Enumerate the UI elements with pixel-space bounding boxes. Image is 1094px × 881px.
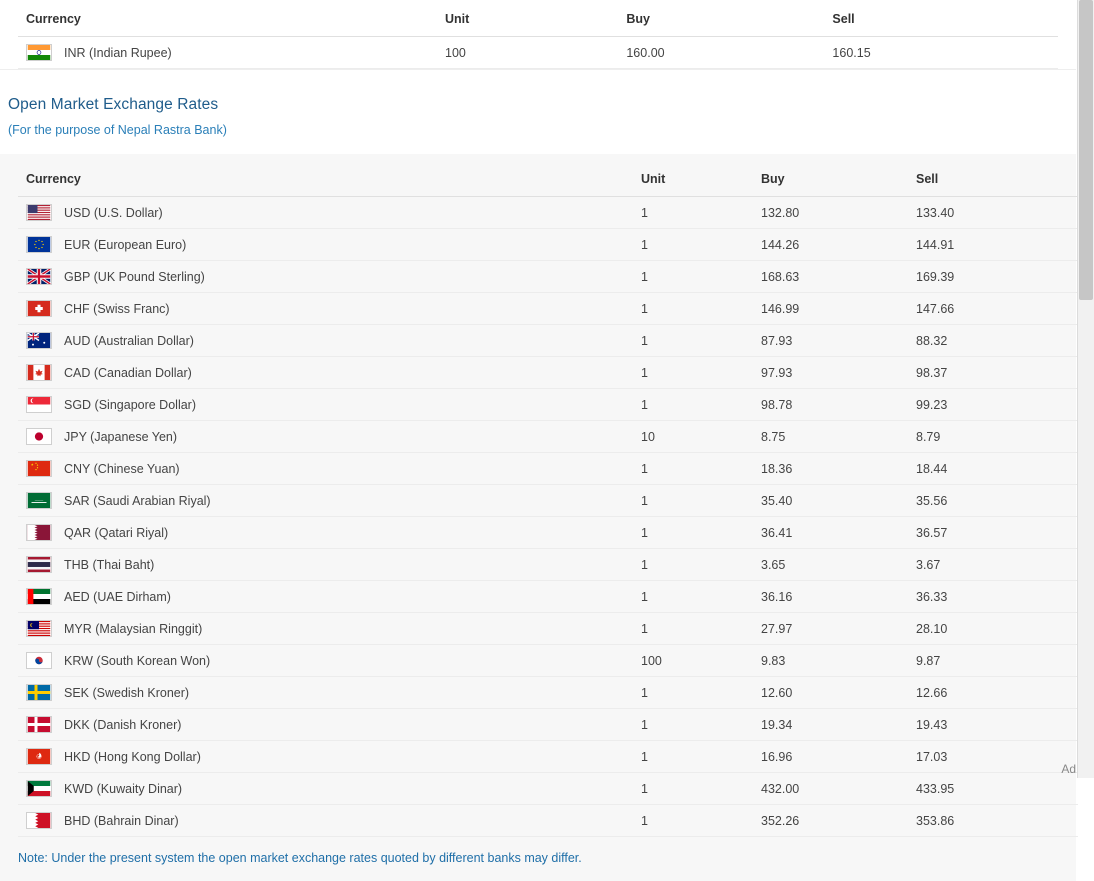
cell-currency — [18, 485, 633, 517]
cell-unit: 1 — [633, 261, 753, 293]
flag-icon-ca — [26, 364, 52, 381]
flag-icon-us — [26, 204, 52, 221]
table-row — [18, 197, 1078, 229]
cell-sell: 18.44 — [908, 453, 1078, 485]
table-row — [18, 325, 1078, 357]
cell-unit: 1 — [633, 549, 753, 581]
column-header-sell: Sell — [824, 6, 1058, 37]
currency-label: QAR (Qatari Riyal) — [64, 525, 169, 540]
vertical-scrollbar[interactable] — [1077, 0, 1094, 778]
cell-sell: 169.39 — [908, 261, 1078, 293]
table-row — [18, 549, 1078, 581]
cell-buy: 97.93 — [753, 357, 908, 389]
cell-currency — [18, 741, 633, 773]
cell-unit: 100 — [633, 645, 753, 677]
table-row — [18, 389, 1078, 421]
cell-unit: 1 — [633, 485, 753, 517]
table-header-row — [18, 166, 1078, 197]
table-row — [18, 293, 1078, 325]
currency-label: AUD (Australian Dollar) — [64, 333, 194, 348]
flag-icon-qa — [26, 524, 52, 541]
cell-sell: 17.03 — [908, 741, 1078, 773]
footnote: Note: Under the present system the open market exchange rates quoted by different banks may differ. — [18, 851, 582, 865]
table-row — [18, 37, 1058, 69]
cell-sell: 35.56 — [908, 485, 1078, 517]
table-header-row — [18, 6, 1058, 37]
cell-currency — [18, 613, 633, 645]
cell-buy: 132.80 — [753, 197, 908, 229]
cell-sell: 433.95 — [908, 773, 1078, 805]
flag-icon-gb — [26, 268, 52, 285]
cell-currency — [18, 325, 633, 357]
cell-unit: 1 — [633, 741, 753, 773]
cell-currency — [18, 581, 633, 613]
cell-sell: 160.15 — [824, 37, 1058, 69]
table-row — [18, 581, 1078, 613]
flag-icon-th — [26, 556, 52, 573]
cell-sell: 133.40 — [908, 197, 1078, 229]
cell-unit: 1 — [633, 325, 753, 357]
cell-buy: 36.41 — [753, 517, 908, 549]
cell-currency — [18, 773, 633, 805]
currency-label: JPY (Japanese Yen) — [64, 429, 178, 444]
currency-label: EUR (European Euro) — [64, 237, 187, 252]
table-row — [18, 517, 1078, 549]
cell-buy: 352.26 — [753, 805, 908, 837]
column-header-buy: Buy — [618, 6, 824, 37]
cell-unit: 1 — [633, 709, 753, 741]
flag-icon-dk — [26, 716, 52, 733]
currency-label: CAD (Canadian Dollar) — [64, 365, 192, 380]
currency-label: HKD (Hong Kong Dollar) — [64, 749, 201, 764]
cell-sell: 19.43 — [908, 709, 1078, 741]
cell-currency — [18, 229, 633, 261]
currency-label: MYR (Malaysian Ringgit) — [64, 621, 203, 636]
table-row — [18, 485, 1078, 517]
cell-buy: 3.65 — [753, 549, 908, 581]
flag-icon-sa — [26, 492, 52, 509]
currency-label: CHF (Swiss Franc) — [64, 301, 170, 316]
cell-buy: 35.40 — [753, 485, 908, 517]
flag-icon-ch — [26, 300, 52, 317]
cell-unit: 10 — [633, 421, 753, 453]
column-header-buy: Buy — [753, 166, 908, 197]
cell-buy: 168.63 — [753, 261, 908, 293]
flag-icon-hk — [26, 748, 52, 765]
cell-sell: 88.32 — [908, 325, 1078, 357]
currency-label: DKK (Danish Kroner) — [64, 717, 182, 732]
open-market-table — [18, 166, 1078, 837]
cell-currency — [18, 261, 633, 293]
cell-buy: 160.00 — [618, 37, 824, 69]
cell-currency — [18, 421, 633, 453]
cell-currency — [18, 517, 633, 549]
cell-buy: 12.60 — [753, 677, 908, 709]
cell-buy: 16.96 — [753, 741, 908, 773]
cell-unit: 1 — [633, 453, 753, 485]
cell-sell: 12.66 — [908, 677, 1078, 709]
flag-icon-kr — [26, 652, 52, 669]
scrollbar-thumb[interactable] — [1079, 0, 1093, 300]
cell-sell: 28.10 — [908, 613, 1078, 645]
column-header-unit: Unit — [633, 166, 753, 197]
indian-rupee-table — [18, 6, 1058, 69]
currency-label: AED (UAE Dirham) — [64, 589, 171, 604]
open-market-table-wrapper — [0, 166, 1076, 837]
cell-sell: 99.23 — [908, 389, 1078, 421]
cell-unit: 1 — [633, 389, 753, 421]
cell-sell: 353.86 — [908, 805, 1078, 837]
flag-icon-ae — [26, 588, 52, 605]
indian-rupee-table-wrapper — [0, 0, 1076, 69]
currency-label: BHD (Bahrain Dinar) — [64, 813, 179, 828]
flag-icon-cn — [26, 460, 52, 477]
cell-currency — [18, 197, 633, 229]
cell-unit: 1 — [633, 197, 753, 229]
table-row — [18, 261, 1078, 293]
cell-buy: 98.78 — [753, 389, 908, 421]
ad-label: Ad — [1061, 762, 1076, 776]
cell-currency — [18, 709, 633, 741]
currency-label: KRW (South Korean Won) — [64, 653, 211, 668]
currency-label: CNY (Chinese Yuan) — [64, 461, 180, 476]
currency-label: INR (Indian Rupee) — [64, 45, 172, 60]
flag-icon-bh — [26, 812, 52, 829]
page-subtitle: (For the purpose of Nepal Rastra Bank) — [8, 123, 227, 137]
flag-icon-sg — [26, 396, 52, 413]
indian-rupee-table-body — [18, 37, 1058, 69]
cell-unit: 1 — [633, 229, 753, 261]
currency-label: GBP (UK Pound Sterling) — [64, 269, 205, 284]
cell-buy: 9.83 — [753, 645, 908, 677]
currency-label: KWD (Kuwaity Dinar) — [64, 781, 183, 796]
cell-buy: 18.36 — [753, 453, 908, 485]
cell-buy: 87.93 — [753, 325, 908, 357]
cell-currency — [18, 549, 633, 581]
column-header-unit: Unit — [437, 6, 618, 37]
flag-icon-kw — [26, 780, 52, 797]
flag-icon-au — [26, 332, 52, 349]
cell-unit: 1 — [633, 773, 753, 805]
cell-unit: 100 — [437, 37, 618, 69]
section-divider — [0, 69, 1076, 82]
column-header-sell: Sell — [908, 166, 1078, 197]
open-market-panel — [0, 154, 1076, 881]
table-row — [18, 229, 1078, 261]
page-title: Open Market Exchange Rates — [8, 96, 219, 113]
cell-currency — [18, 389, 633, 421]
cell-sell: 144.91 — [908, 229, 1078, 261]
flag-icon-in — [26, 44, 52, 61]
currency-label: SGD (Singapore Dollar) — [64, 397, 196, 412]
table-row — [18, 677, 1078, 709]
column-header-currency: Currency — [18, 6, 437, 37]
table-row — [18, 421, 1078, 453]
open-market-section-header — [0, 82, 1076, 137]
cell-unit: 1 — [633, 517, 753, 549]
table-row — [18, 805, 1078, 837]
flag-icon-my — [26, 620, 52, 637]
cell-currency — [18, 453, 633, 485]
flag-icon-se — [26, 684, 52, 701]
cell-currency — [18, 645, 633, 677]
currency-label: USD (U.S. Dollar) — [64, 205, 163, 220]
currency-label: SAR (Saudi Arabian Riyal) — [64, 493, 211, 508]
table-row — [18, 773, 1078, 805]
cell-sell: 98.37 — [908, 357, 1078, 389]
cell-currency — [18, 293, 633, 325]
cell-buy: 19.34 — [753, 709, 908, 741]
cell-buy: 432.00 — [753, 773, 908, 805]
cell-unit: 1 — [633, 677, 753, 709]
table-row — [18, 357, 1078, 389]
cell-buy: 36.16 — [753, 581, 908, 613]
cell-sell: 9.87 — [908, 645, 1078, 677]
cell-unit: 1 — [633, 581, 753, 613]
cell-unit: 1 — [633, 613, 753, 645]
table-row — [18, 741, 1078, 773]
cell-buy: 27.97 — [753, 613, 908, 645]
column-header-currency: Currency — [18, 166, 633, 197]
svg-text:____: ____ — [34, 496, 44, 501]
currency-label: THB (Thai Baht) — [64, 557, 155, 572]
cell-buy: 8.75 — [753, 421, 908, 453]
cell-buy: 146.99 — [753, 293, 908, 325]
cell-currency — [18, 37, 437, 69]
cell-unit: 1 — [633, 805, 753, 837]
cell-sell: 3.67 — [908, 549, 1078, 581]
flag-icon-jp — [26, 428, 52, 445]
cell-unit: 1 — [633, 293, 753, 325]
table-row — [18, 613, 1078, 645]
currency-label: SEK (Swedish Kroner) — [64, 685, 190, 700]
cell-currency — [18, 357, 633, 389]
cell-sell: 8.79 — [908, 421, 1078, 453]
table-row — [18, 709, 1078, 741]
open-market-table-body — [18, 197, 1078, 837]
cell-sell: 36.57 — [908, 517, 1078, 549]
table-row — [18, 453, 1078, 485]
flag-icon-eu — [26, 236, 52, 253]
cell-sell: 36.33 — [908, 581, 1078, 613]
table-row — [18, 645, 1078, 677]
cell-currency — [18, 677, 633, 709]
cell-buy: 144.26 — [753, 229, 908, 261]
cell-sell: 147.66 — [908, 293, 1078, 325]
cell-unit: 1 — [633, 357, 753, 389]
cell-currency — [18, 805, 633, 837]
